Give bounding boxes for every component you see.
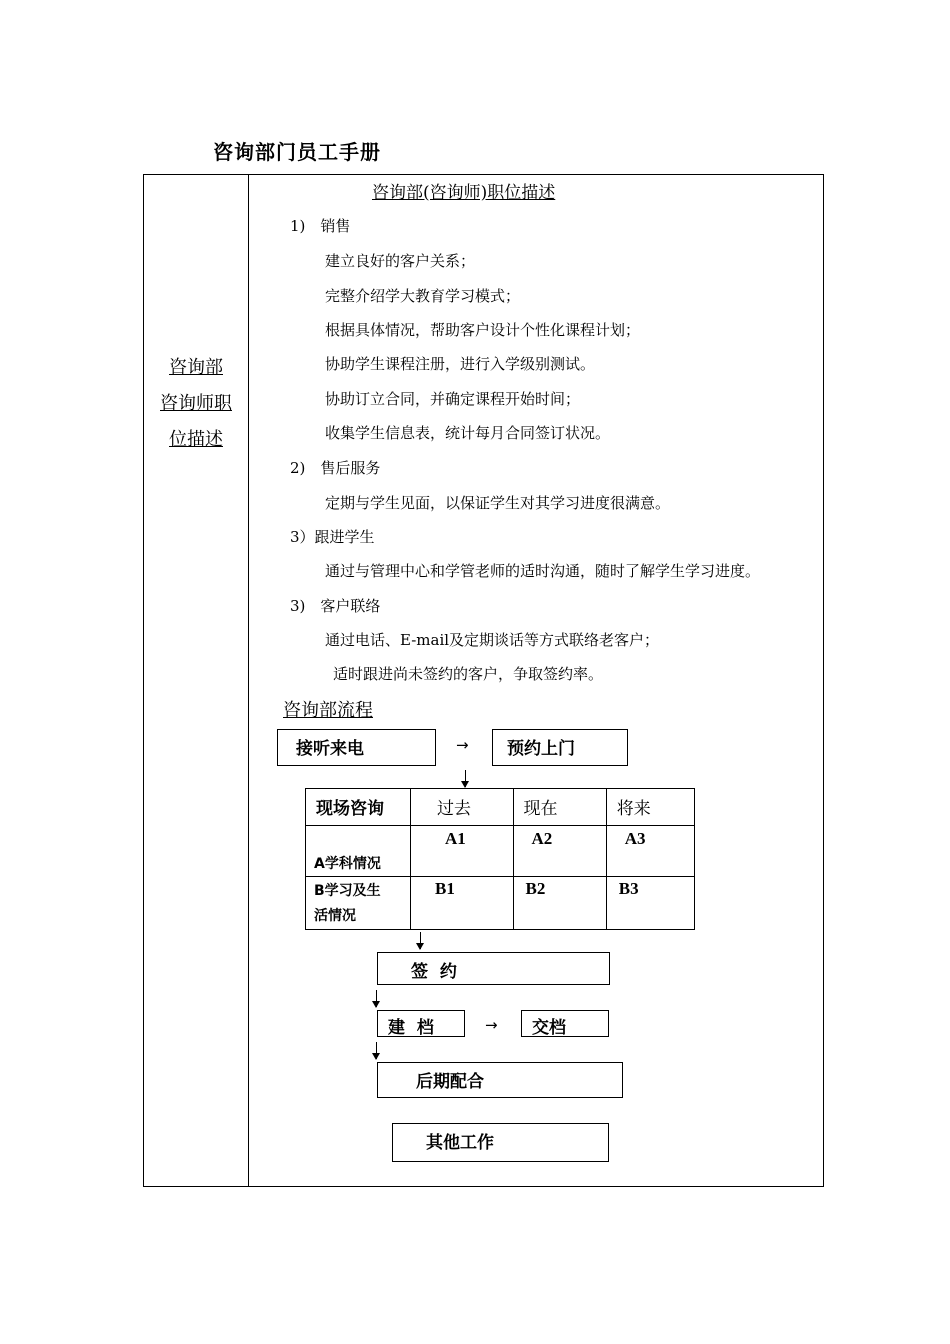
handover-box: 交档 — [521, 1010, 609, 1037]
side-label-line: 咨询部 — [169, 357, 223, 378]
down-arrow — [376, 1042, 377, 1059]
follow-up-box: 后期配合 — [377, 1062, 623, 1098]
duty-line: 建立良好的客户关系； — [325, 252, 476, 270]
table-cell: A2 — [513, 826, 606, 877]
duty-line: 通过与管理中心和学管老师的适时沟通，随时了解学生学习进度。 — [325, 562, 761, 580]
duty-line: 通过电话、E-mail及定期谈话等方式联络老客户； — [325, 631, 660, 649]
section-heading: 3）跟进学生 — [290, 528, 375, 546]
down-arrow — [465, 770, 466, 787]
sign-contract-box: 签 约 — [377, 952, 610, 985]
table-header-cell: 现场咨询 — [306, 789, 411, 826]
flow-title: 咨询部流程 — [283, 700, 373, 721]
row-label — [306, 877, 411, 930]
document-title: 咨询部门员工手册 — [213, 140, 381, 164]
duty-line: 根据具体情况，帮助客户设计个性化课程计划； — [325, 321, 641, 339]
appointment-box: 预约上门 — [492, 729, 628, 766]
table-cell: B2 — [513, 877, 606, 930]
duty-line: 适时跟进尚未签约的客户，争取签约率。 — [333, 665, 604, 683]
archive-box: 建 档 — [377, 1010, 465, 1037]
duty-line: 定期与学生见面，以保证学生对其学习进度很满意。 — [325, 494, 671, 512]
table-cell: B3 — [606, 877, 694, 930]
table-header-cell: 将来 — [606, 789, 694, 826]
down-arrow — [376, 990, 377, 1007]
table-header-cell: 现在 — [513, 789, 606, 826]
job-description-title: 咨询部(咨询师)职位描述 — [372, 183, 556, 203]
section-heading: 3) 客户联络 — [290, 597, 381, 615]
column-divider — [248, 174, 249, 1187]
duty-line: 协助订立合同，并确定课程开始时间； — [325, 390, 581, 408]
table-header-cell: 过去 — [411, 789, 514, 826]
down-arrow — [420, 932, 421, 949]
table-cell: A1 — [411, 826, 514, 877]
right-arrow: → — [485, 1016, 498, 1034]
section-heading: 1) 销售 — [290, 217, 351, 235]
side-label — [150, 350, 242, 458]
row-label-line: 活情况 — [314, 908, 356, 924]
other-work-box: 其他工作 — [392, 1123, 609, 1162]
consultation-table — [305, 788, 695, 930]
side-label-line: 咨询师职 — [160, 393, 232, 414]
side-label-line: 位描述 — [169, 429, 223, 450]
row-label-line: B学习及生 — [314, 883, 381, 899]
duty-line: 完整介绍学大教育学习模式； — [325, 287, 521, 305]
row-label: A学科情况 — [306, 826, 411, 877]
duty-line: 协助学生课程注册，进行入学级别测试。 — [325, 355, 596, 373]
table-cell: A3 — [606, 826, 694, 877]
right-arrow: → — [456, 736, 469, 754]
table-cell: B1 — [411, 877, 514, 930]
duty-line: 收集学生信息表，统计每月合同签订状况。 — [325, 424, 611, 442]
section-heading: 2) 售后服务 — [290, 459, 381, 477]
answer-call-box: 接听来电 — [277, 729, 436, 766]
